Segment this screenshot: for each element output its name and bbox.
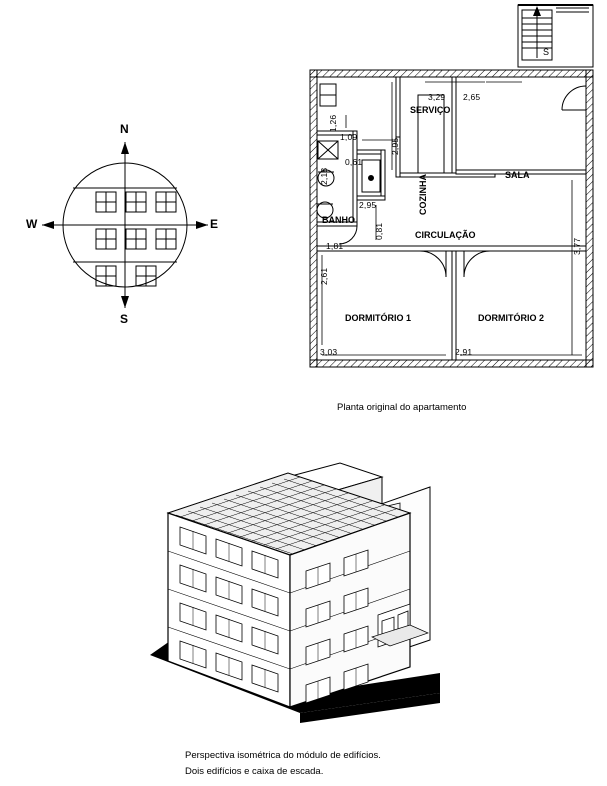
- compass-label-east: E: [210, 217, 219, 231]
- room-label-circulacao: CIRCULAÇÃO: [415, 230, 476, 240]
- dimension-1-09: 1,09: [340, 132, 358, 142]
- room-label-cozinha: COZINHA: [418, 174, 428, 215]
- isometric-perspective: [110, 455, 510, 745]
- perspective-caption-line-1: Perspectiva isométrica do módulo de edifícios.: [185, 750, 381, 761]
- room-label-dormitorio-2: DORMITÓRIO 2: [478, 313, 545, 323]
- stair-label: S: [543, 47, 550, 57]
- perspective-svg: [110, 455, 510, 745]
- dimension-2-61: 2,61: [319, 267, 329, 285]
- compass-label-west: W: [26, 217, 38, 231]
- room-label-servico: SERVIÇO: [410, 105, 451, 115]
- dimension-2-95-cozinha: 2,95: [390, 137, 400, 155]
- dimension-0-81: 0,81: [374, 222, 384, 240]
- dimension-2-18: 2,18: [319, 167, 329, 185]
- compass-label-north: N: [120, 122, 129, 136]
- compass-svg: [30, 120, 220, 330]
- room-label-sala: SALA: [505, 170, 530, 180]
- dimension-3-29: 3,29: [428, 92, 446, 102]
- dimension-2-95-banho: 2,95: [359, 200, 377, 210]
- room-label-dormitorio-1: DORMITÓRIO 1: [345, 313, 412, 323]
- floor-plan: [300, 0, 607, 400]
- dimension-1-81: 1,81: [326, 241, 344, 251]
- room-label-banho: BANHO: [322, 215, 355, 225]
- dimension-2-65: 2,65: [463, 92, 481, 102]
- dimension-3-03: 3,03: [320, 347, 338, 357]
- compass-site-diagram: [26, 120, 220, 330]
- dimension-3-77: 3,77: [572, 237, 582, 255]
- dimension-2-91: 2,91: [455, 347, 473, 357]
- dimension-1-26: 1,26: [328, 114, 338, 132]
- perspective-caption-line-2: Dois edifícios e caixa de escada.: [185, 766, 324, 777]
- compass-label-south: S: [120, 312, 129, 326]
- dimension-0-61: 0,61: [345, 157, 363, 167]
- floor-plan-svg: [300, 0, 607, 400]
- plan-caption: Planta original do apartamento: [337, 402, 467, 413]
